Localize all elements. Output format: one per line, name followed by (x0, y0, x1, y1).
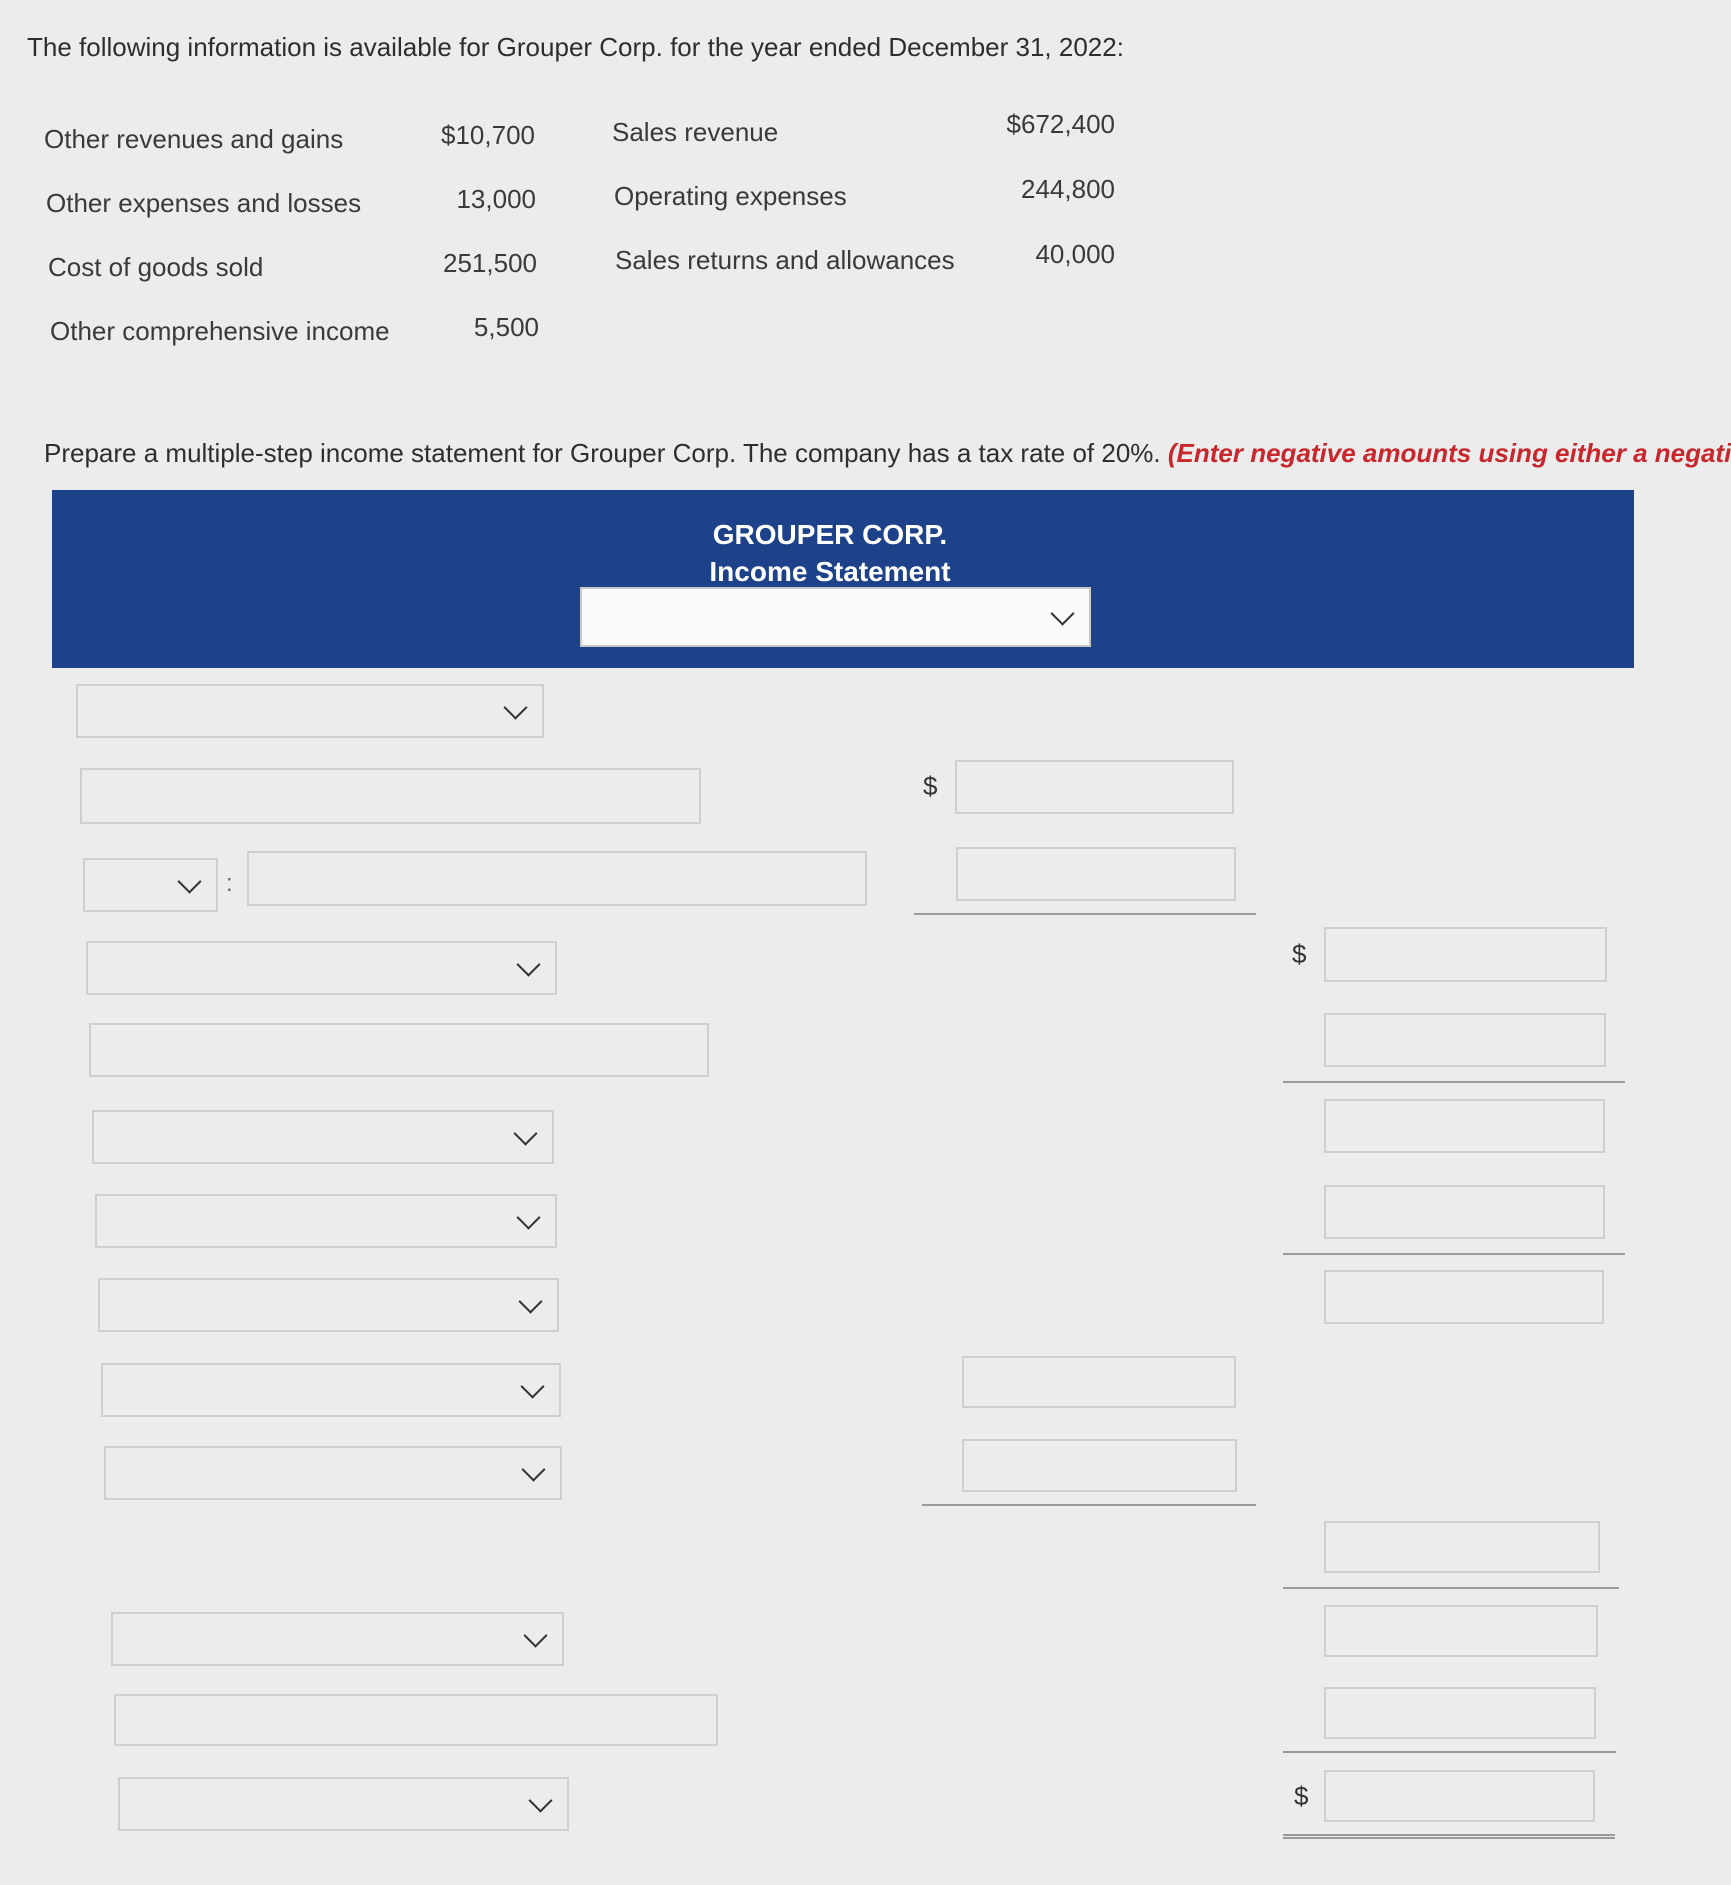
line-item-select[interactable] (92, 1110, 554, 1164)
info-value-cogs: 251,500 (443, 248, 537, 278)
info-label-oci: Other comprehensive income (50, 316, 390, 346)
amount-input[interactable] (955, 760, 1234, 814)
info-value-other-expenses: 13,000 (456, 184, 536, 214)
chevron-down-icon (528, 1789, 552, 1813)
info-value-oci: 5,500 (473, 312, 539, 342)
line-item-select[interactable] (101, 1363, 561, 1417)
chevron-down-icon (513, 1122, 537, 1146)
chevron-down-icon (521, 1458, 545, 1482)
underline-rule (1283, 1751, 1616, 1753)
info-value-sales-returns: 40,000 (1035, 239, 1115, 269)
chevron-down-icon (518, 1290, 542, 1314)
info-label-cogs: Cost of goods sold (48, 252, 264, 282)
line-item-select[interactable] (86, 941, 557, 995)
info-value-other-revenues: $10,700 (441, 120, 535, 150)
prompt-instruction: (Enter negative amounts using either a negati (1167, 438, 1731, 468)
company-name: GROUPER CORP. (712, 519, 948, 550)
amount-input[interactable] (962, 1439, 1237, 1492)
prompt-text (44, 438, 1731, 469)
info-label-sales-revenue: Sales revenue (612, 117, 779, 147)
line-item-select[interactable] (111, 1612, 564, 1666)
chevron-down-icon (1050, 602, 1074, 626)
currency-symbol: $ (1294, 1781, 1309, 1811)
amount-input[interactable] (1324, 927, 1607, 982)
chevron-down-icon (177, 870, 201, 894)
amount-input[interactable] (1324, 1770, 1595, 1822)
info-label-sales-returns: Sales returns and allowances (615, 245, 955, 275)
amount-input[interactable] (1324, 1605, 1598, 1657)
line-item-input[interactable] (114, 1694, 718, 1746)
amount-input[interactable] (1324, 1185, 1605, 1239)
line-item-select[interactable] (118, 1777, 569, 1831)
amount-input[interactable] (956, 847, 1236, 901)
underline-rule (1283, 1587, 1619, 1589)
chevron-down-icon (520, 1375, 544, 1399)
statement-title (560, 516, 1100, 590)
amount-input[interactable] (1324, 1521, 1600, 1573)
underline-rule (922, 1504, 1256, 1506)
amount-input[interactable] (1324, 1013, 1606, 1067)
line-item-select[interactable] (76, 684, 544, 738)
double-underline-rule (1283, 1834, 1615, 1839)
info-label-other-revenues: Other revenues and gains (44, 124, 344, 154)
amount-input[interactable] (1324, 1099, 1605, 1153)
less-select[interactable] (83, 858, 218, 912)
info-label-other-expenses: Other expenses and losses (46, 188, 362, 218)
chevron-down-icon (516, 953, 540, 977)
underline-rule (1283, 1081, 1625, 1083)
amount-input[interactable] (1324, 1270, 1604, 1324)
prompt-main: Prepare a multiple-step income statement for Grouper Corp. The company has a tax rate of 20%. (44, 438, 1161, 468)
info-value-sales-revenue: $672,400 (1006, 109, 1115, 139)
info-value-operating-expenses: 244,800 (1021, 174, 1115, 204)
line-item-select[interactable] (98, 1278, 559, 1332)
currency-symbol: $ (923, 771, 938, 801)
line-item-select[interactable] (104, 1446, 562, 1500)
underline-rule (914, 913, 1256, 915)
amount-input[interactable] (1324, 1687, 1596, 1739)
chevron-down-icon (503, 696, 527, 720)
info-label-operating-expenses: Operating expenses (614, 181, 847, 211)
line-item-input[interactable] (247, 851, 867, 906)
underline-rule (1283, 1253, 1625, 1255)
currency-symbol: $ (1292, 939, 1307, 969)
line-item-input[interactable] (89, 1023, 709, 1077)
intro-text: The following information is available for Grouper Corp. for the year ended December 31, 2022: (27, 32, 1124, 62)
period-select[interactable] (580, 587, 1091, 647)
colon-separator: : (226, 870, 233, 897)
line-item-input[interactable] (80, 768, 701, 824)
amount-input[interactable] (962, 1356, 1236, 1408)
chevron-down-icon (516, 1206, 540, 1230)
line-item-select[interactable] (95, 1194, 557, 1248)
chevron-down-icon (523, 1624, 547, 1648)
statement-name: Income Statement (709, 556, 951, 587)
